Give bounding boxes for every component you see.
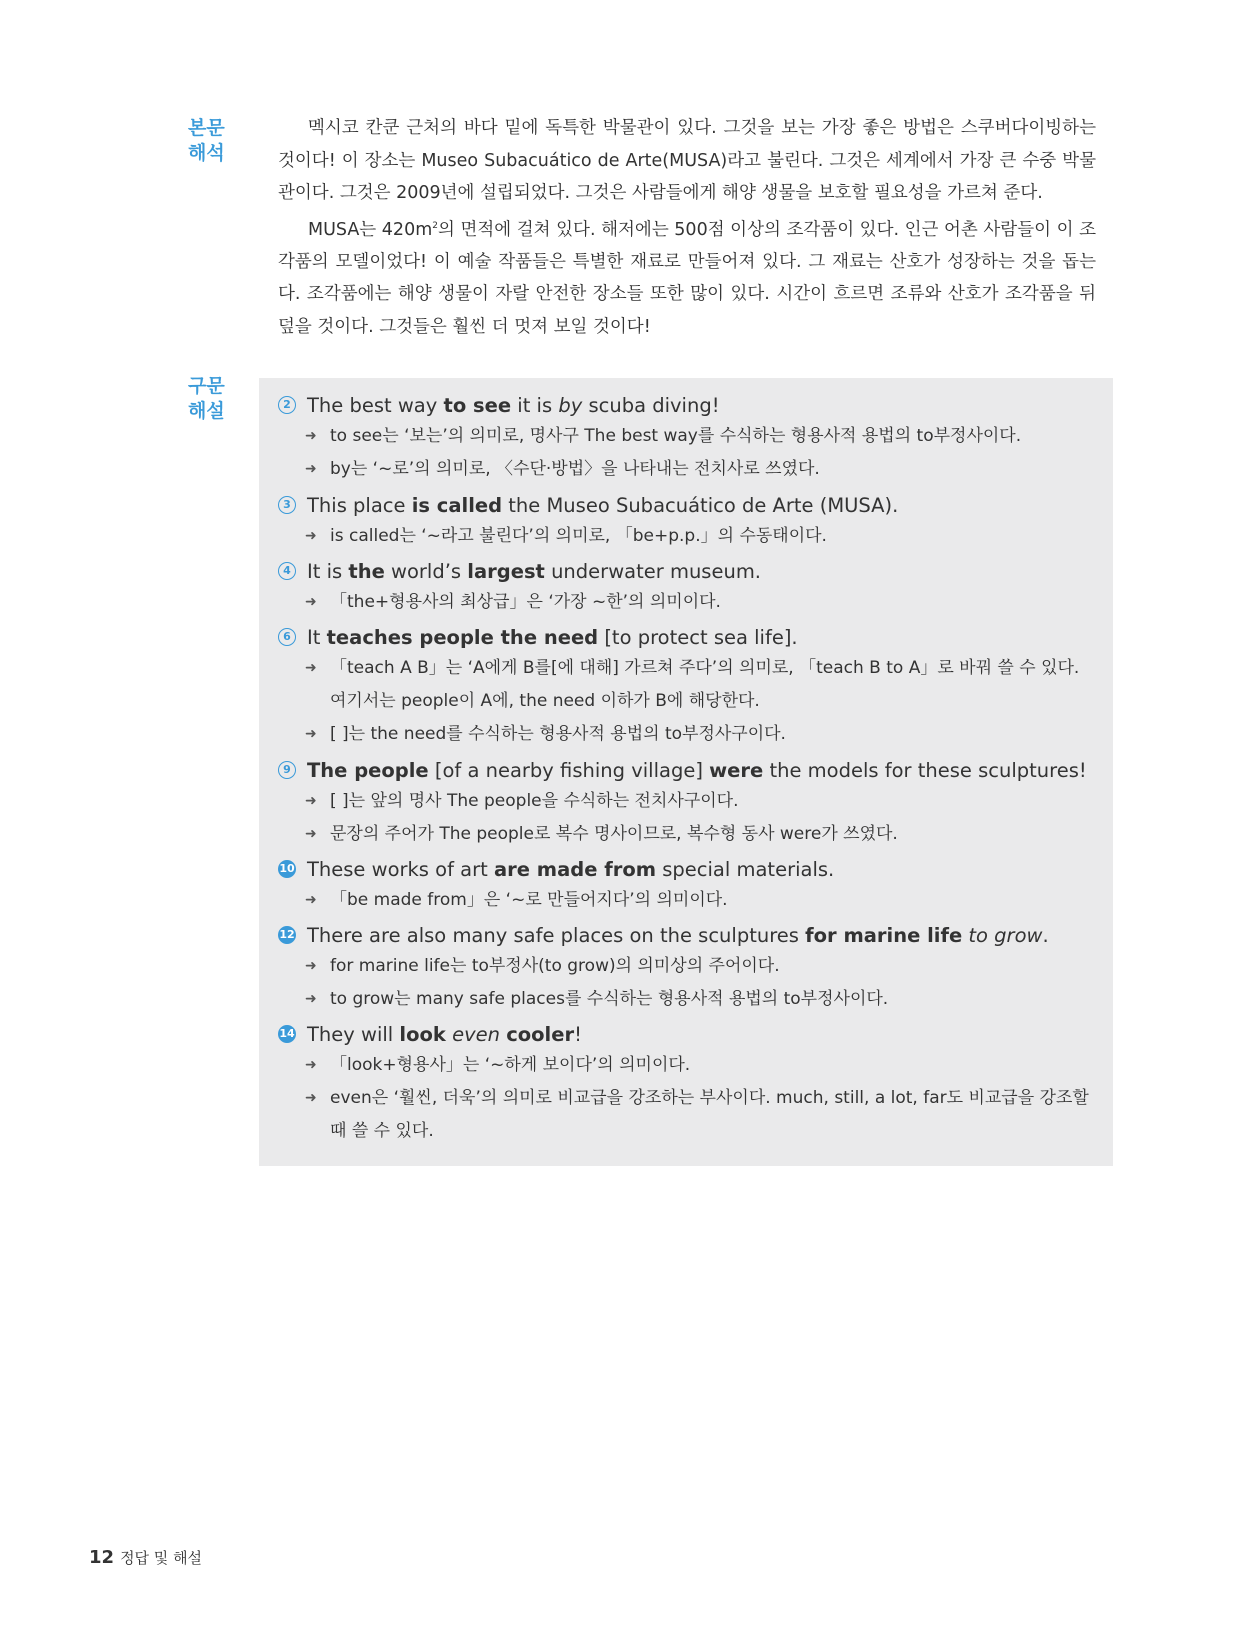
sent-text: They will — [307, 1022, 394, 1046]
translation-section-label — [188, 116, 234, 166]
example-sentence — [278, 854, 1098, 884]
arrow-icon: ➜ — [305, 958, 317, 974]
arrow-icon: ➜ — [305, 660, 317, 676]
p2-rest: 의 면적에 걸쳐 있다. 해저에는 500점 이상의 조각품이 있다. 인근 어촌 사람들이 이 조각품의 모델이었다! 이 예술 작품들은 특별한 재료로 만들어져 있다. 그 재료는 산호가 성장하는 것을 돕는다. 조각품에는 해양 생물이 자랄 안전한 장소들 또한 많이 있다. 시간이 흐르면 조류와 산호가 조각품을 뒤덮을 것이다. 그것들은 훨씬 더 멋져 보일 것이다! — [278, 219, 1096, 337]
explanation-note — [278, 950, 1098, 983]
example-sentence — [278, 755, 1098, 785]
example-sentence — [278, 490, 1098, 520]
note-text: [ ]는 the need를 수식하는 형용사적 용법의 to부정사구이다. — [330, 724, 786, 744]
example-sentence — [278, 1019, 1098, 1049]
grammar-item-4 — [278, 556, 1098, 619]
explanation-note — [278, 818, 1098, 851]
label-line-2: 해설 — [188, 400, 225, 422]
arrow-icon: ➜ — [305, 1057, 317, 1073]
note-text: 「teach A B」는 ‘A에게 B를[에 대해] 가르쳐 주다’의 의미로, 「teach B to A」로 바꿔 쓸 수 있다. 여기서는 people이 A에, the need 이하가 B에 해당한다. — [330, 658, 1080, 711]
sent-text: . — [1042, 923, 1049, 947]
sent-text: [to protect sea life]. — [604, 625, 798, 649]
sentence-number-badge: 12 — [278, 926, 296, 944]
arrow-icon: ➜ — [305, 528, 317, 544]
sent-italic: by — [558, 393, 583, 417]
sent-italic: to grow — [968, 923, 1043, 947]
sent-bold: for marine life — [805, 923, 963, 947]
grammar-item-6 — [278, 622, 1098, 751]
label-line-1: 본문 — [188, 117, 225, 139]
translation-paragraph-2 — [278, 210, 1096, 344]
explanation-note — [278, 453, 1098, 486]
explanation-note — [278, 586, 1098, 619]
note-text: even은 ‘훨씬, 더욱’의 의미로 비교급을 강조하는 부사이다. much, still, a lot, far도 비교급을 강조할 때 쓸 수 있다. — [330, 1088, 1089, 1141]
sentence-number-badge: 14 — [278, 1025, 296, 1043]
explanation-note — [278, 785, 1098, 818]
sent-bold: were — [709, 758, 764, 782]
grammar-item-12 — [278, 920, 1098, 1016]
grammar-item-14 — [278, 1019, 1098, 1148]
explanation-note — [278, 983, 1098, 1016]
sent-text: These works of art — [307, 857, 488, 881]
translation-paragraph-1: 멕시코 칸쿤 근처의 바다 밑에 독특한 박물관이 있다. 그것을 보는 가장 좋은 방법은 스쿠버다이빙하는 것이다! 이 장소는 Museo Subacuático de Arte(MUSA)라고 불린다. 그것은 세계에서 가장 큰 수중 박물관이다. 그것은 2009년에 설립되었다. 그것은 사람들에게 해양 생물을 보호할 필요성을 가르쳐 준다. — [278, 118, 1096, 203]
sent-text: scuba diving! — [588, 393, 720, 417]
example-sentence — [278, 556, 1098, 586]
arrow-icon: ➜ — [305, 726, 317, 742]
sent-text: world’s — [391, 559, 462, 583]
grammar-item-2 — [278, 390, 1098, 486]
sent-bold: The people — [307, 758, 429, 782]
arrow-icon: ➜ — [305, 892, 317, 908]
page-number: 12 — [89, 1547, 115, 1568]
note-text: [ ]는 앞의 명사 The people을 수식하는 전치사구이다. — [330, 791, 739, 811]
note-text: to grow는 many safe places를 수식하는 형용사적 용법의 to부정사이다. — [330, 989, 889, 1009]
sent-text: The best way — [307, 393, 438, 417]
sent-bold: largest — [467, 559, 545, 583]
sent-text: [of a nearby fishing village] — [434, 758, 703, 782]
grammar-item-3 — [278, 490, 1098, 553]
arrow-icon: ➜ — [305, 793, 317, 809]
note-text: 문장의 주어가 The people로 복수 명사이므로, 복수형 동사 were가 쓰였다. — [330, 824, 898, 844]
sentence-number-badge: 4 — [278, 562, 296, 580]
sent-text: special materials. — [662, 857, 835, 881]
translation-text — [278, 112, 1096, 343]
sent-italic: even — [452, 1022, 500, 1046]
note-text: 「be made from」은 ‘~로 만들어지다’의 의미이다. — [330, 890, 728, 910]
p2-start: MUSA는 420m — [308, 219, 433, 240]
sent-text: This place — [307, 493, 406, 517]
example-sentence — [278, 622, 1098, 652]
grammar-section-label — [188, 374, 234, 424]
sent-bold: look — [399, 1022, 446, 1046]
sent-bold: is called — [411, 493, 503, 517]
note-text: 「the+형용사의 최상급」은 ‘가장 ~한’의 의미이다. — [330, 592, 721, 612]
note-text: 「look+형용사」는 ‘~하게 보이다’의 의미이다. — [330, 1055, 691, 1075]
grammar-notes-box — [259, 378, 1113, 1166]
sent-text: It is — [307, 559, 343, 583]
sentence-number-badge: 10 — [278, 860, 296, 878]
sent-text: the Museo Subacuático de Arte (MUSA). — [508, 493, 899, 517]
sent-bold: teaches people the need — [326, 625, 599, 649]
arrow-icon: ➜ — [305, 461, 317, 477]
sent-bold: are made from — [493, 857, 657, 881]
sent-bold: cooler — [506, 1022, 575, 1046]
grammar-item-10 — [278, 854, 1098, 917]
sent-text: it is — [517, 393, 553, 417]
label-line-1: 구문 — [188, 375, 225, 397]
footer-title: 정답 및 해설 — [120, 1549, 203, 1567]
explanation-note — [278, 652, 1098, 718]
example-sentence — [278, 920, 1098, 950]
note-text: to see는 ‘보는’의 의미로, 명사구 The best way를 수식하는 형용사적 용법의 to부정사이다. — [330, 426, 1022, 446]
sentence-number-badge: 6 — [278, 628, 296, 646]
sent-bold: to see — [443, 393, 512, 417]
sent-text: ! — [574, 1022, 582, 1046]
explanation-note — [278, 1082, 1098, 1148]
superscript-2: 2 — [432, 220, 438, 231]
arrow-icon: ➜ — [305, 1090, 317, 1106]
arrow-icon: ➜ — [305, 991, 317, 1007]
note-text: is called는 ‘~라고 불린다’의 의미로, 「be+p.p.」의 수동태이다. — [330, 526, 827, 546]
explanation-note — [278, 718, 1098, 751]
sentence-number-badge: 2 — [278, 396, 296, 414]
example-sentence — [278, 390, 1098, 420]
arrow-icon: ➜ — [305, 428, 317, 444]
sent-text: the models for these sculptures! — [769, 758, 1087, 782]
sent-text: underwater museum. — [551, 559, 762, 583]
label-line-2: 해석 — [188, 142, 225, 164]
sent-text: There are also many safe places on the sculptures — [307, 923, 799, 947]
grammar-item-9 — [278, 755, 1098, 851]
explanation-note — [278, 1049, 1098, 1082]
sentence-number-badge: 9 — [278, 761, 296, 779]
arrow-icon: ➜ — [305, 594, 317, 610]
explanation-note — [278, 520, 1098, 553]
explanation-note — [278, 420, 1098, 453]
page-footer — [89, 1547, 202, 1568]
explanation-note — [278, 884, 1098, 917]
arrow-icon: ➜ — [305, 826, 317, 842]
note-text: by는 ‘~로’의 의미로, 〈수단·방법〉을 나타내는 전치사로 쓰였다. — [330, 459, 820, 479]
sentence-number-badge: 3 — [278, 496, 296, 514]
sent-bold: the — [348, 559, 385, 583]
note-text: for marine life는 to부정사(to grow)의 의미상의 주어이다. — [330, 956, 780, 976]
sent-text: It — [307, 625, 321, 649]
